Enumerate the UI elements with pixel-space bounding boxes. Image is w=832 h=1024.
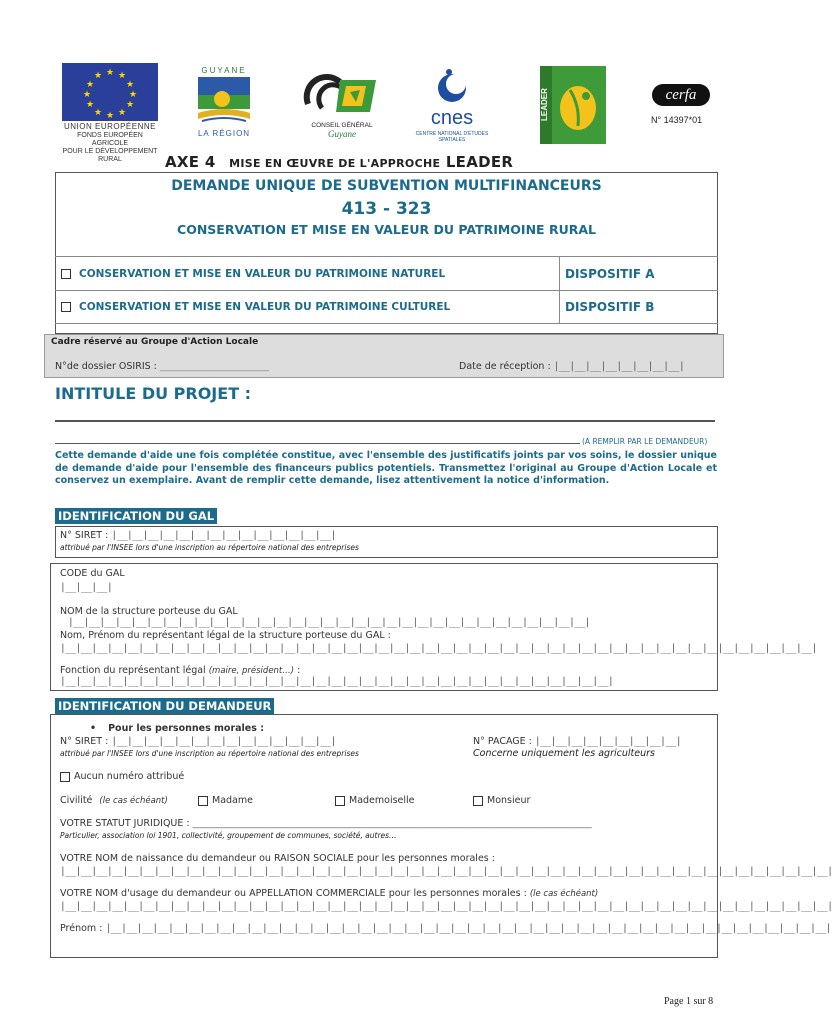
usage-bars[interactable]: |__|__|__|__|__|__|__|__|__|__|__|__|__|__|__|__|__|__|__|__|__|__|__|__|__|__|__|__|__|__|__|__|__|__|__|__|__|__|__|__|__|__|__|__|__|__|__|__|__| [60, 901, 832, 912]
dispositif-a-label: CONSERVATION ET MISE EN VALEUR DU PATRIMOINE NATUREL [79, 267, 446, 280]
gal-fonction-hint: (maire, président…) [208, 666, 295, 676]
conseil-general-logo [300, 74, 384, 142]
guyane-logo-caption: LA RÉGION [197, 129, 251, 138]
gal-code-label: CODE du GAL [60, 568, 125, 579]
reception-date-field[interactable] [459, 361, 684, 372]
leader-logo [540, 66, 606, 144]
aucun-numero-option[interactable] [60, 771, 184, 782]
cerfa-logo-text: cerfa [652, 84, 710, 106]
prenom-bars: |__|__|__|__|__|__|__|__|__|__|__|__|__|__|__|__|__|__|__|__|__|__|__|__|__|__|__|__|__|__|__|__|__|__|__|__|__|__|__|__|__|__|__|__|__|__| [105, 923, 831, 934]
dem-nom-bars[interactable]: |__|__|__|__|__|__|__|__|__|__|__|__|__|__|__|__|__|__|__|__|__|__|__|__|__|__|__|__|__|__|__|__|__|__|__|__|__|__|__|__|__|__|__|__|__|__|__|__|__| [60, 866, 832, 877]
gal-reserved-title: Cadre réservé au Groupe d'Action Locale [51, 337, 259, 347]
statut-note: Particulier, association loi 1901, collectivité, groupement de communes, société, autres… [60, 831, 397, 840]
eu-flag-icon: ★ ★ ★ ★ ★ ★ ★ ★ ★ ★ ★ ★ [62, 63, 158, 121]
guyane-region-logo [192, 66, 256, 144]
statut-field[interactable] [60, 818, 715, 829]
monsieur-checkbox[interactable] [473, 796, 483, 806]
monsieur-option[interactable] [473, 795, 530, 806]
eu-logo [62, 63, 158, 163]
dispositif-row [55, 290, 718, 324]
osiris-blank: _______________________ [159, 361, 270, 372]
gal-fonction-label: Fonction du représentant légal [60, 665, 206, 676]
cg-logo-text: CONSEIL GÉNÉRAL [311, 122, 373, 129]
madame-option[interactable] [198, 795, 253, 806]
usage-label: VOTRE NOM d'usage du demandeur ou APPELLATION COMMERCIALE pour les personnes morales : [60, 888, 530, 899]
gal-fonction-colon: : [294, 665, 301, 676]
gal-code-bars[interactable]: |__|__|__| [60, 582, 113, 593]
osiris-field[interactable] [55, 361, 269, 372]
cnes-emblem-icon [432, 68, 472, 104]
pacage-field[interactable] [473, 736, 681, 747]
cnes-logo-text: cnes [430, 107, 474, 129]
gal-representant-label: Nom, Prénom du représentant légal de la structure porteuse du GAL : [60, 630, 391, 641]
cnes-logo [402, 68, 502, 146]
dispositif-b-checkbox[interactable] [61, 302, 71, 312]
form-title: DEMANDE UNIQUE DE SUBVENTION MULTIFINANCEURS [171, 178, 602, 194]
civilite-label-group [60, 795, 168, 806]
dispositif-b-label: CONSERVATION ET MISE EN VALEUR DU PATRIMOINE CULTUREL [79, 301, 451, 313]
page-number: Page 1 sur 8 [664, 996, 714, 1007]
personnes-morales-heading [90, 723, 264, 734]
civilite-hint: (le cas échéant) [99, 796, 168, 806]
cerfa-number: N° 14397*01 [651, 115, 703, 125]
madame-checkbox[interactable] [198, 796, 208, 806]
dispositif-a-checkbox[interactable] [61, 269, 71, 279]
gal-siret-label: N° SIRET : [60, 530, 112, 541]
cerfa-logo [652, 84, 710, 106]
osiris-label: N°de dossier OSIRIS : [55, 361, 160, 372]
pacage-note: Concerne uniquement les agriculteurs [473, 748, 655, 759]
bullet-icon: • [90, 723, 97, 734]
mademoiselle-label: Mademoiselle [349, 795, 415, 806]
eu-caption-sub: FONDS EUROPÉEN AGRICOLE [77, 132, 143, 147]
dispositif-a-code: DISPOSITIF A [565, 266, 655, 281]
dem-siret-label: N° SIRET : [60, 736, 112, 747]
mademoiselle-checkbox[interactable] [335, 796, 345, 806]
gal-fonction-field[interactable] [60, 665, 770, 687]
aucun-numero-label: Aucun numéro attribué [74, 771, 185, 782]
axe-heading [165, 153, 513, 171]
remplir-note: (A REMPLIR PAR LE DEMANDEUR) [582, 437, 708, 446]
axe-label: MISE EN ŒUVRE DE L'APPROCHE [229, 157, 441, 170]
dem-siret-note: attribué par l'INSEE lors d'une inscription au répertoire national des entreprises [60, 749, 359, 758]
mademoiselle-option[interactable] [335, 795, 415, 806]
usage-label-group [60, 888, 598, 899]
gal-nom-bars: |__|__|__|__|__|__|__|__|__|__|__|__|__|__|__|__|__|__|__|__|__|__|__|__|__|__|__|__|__|__|__|__|__| [68, 617, 590, 628]
gal-representant-bars[interactable]: |__|__|__|__|__|__|__|__|__|__|__|__|__|__|__|__|__|__|__|__|__|__|__|__|__|__|__|__|__|__|__|__|__|__|__|__|__|__|__|__|__|__|__|__|__|__|__|__| [60, 643, 817, 654]
dem-siret-bars: |__|__|__|__|__|__|__|__|__|__|__|__|__|__| [111, 736, 336, 747]
prenom-label: Prénom : [60, 923, 106, 934]
civilite-label: Civilité [60, 795, 93, 806]
intitule-input-line[interactable] [55, 420, 715, 422]
dem-siret-field[interactable] [60, 736, 336, 747]
personnes-morales-label: Pour les personnes morales : [108, 723, 265, 734]
reception-label: Date de réception : [459, 361, 554, 372]
gal-section-header: IDENTIFICATION DU GAL [55, 508, 217, 524]
gal-siret-note: attribué par l'INSEE lors d'une inscription au répertoire national des entreprises [60, 543, 359, 552]
dispositif-b-code: DISPOSITIF B [565, 300, 655, 314]
dispositif-row [55, 256, 718, 290]
eu-caption-sub2: POUR LE DÉVELOPPEMENT RURAL [62, 148, 158, 163]
statut-label: VOTRE STATUT JURIDIQUE : [60, 818, 193, 829]
gal-siret-field[interactable] [60, 530, 336, 541]
madame-label: Madame [212, 795, 253, 806]
usage-hint: (le cas échéant) [529, 889, 599, 899]
demandeur-section-header: IDENTIFICATION DU DEMANDEUR [55, 698, 274, 714]
pacage-bars: |__|__|__|__|__|__|__|__|__| [534, 736, 682, 747]
gal-nom-field[interactable] [60, 606, 770, 628]
intitule-heading: INTITULE DU PROJET : [55, 384, 252, 403]
statut-line: ____________________________________________________________________________________ [192, 818, 592, 829]
cg-logo-sub: Guyane [328, 129, 356, 139]
reception-bars: |__|__|__|__|__|__|__|__| [553, 361, 685, 372]
monsieur-label: Monsieur [487, 795, 531, 806]
aucun-numero-checkbox[interactable] [60, 772, 70, 782]
form-subtitle: CONSERVATION ET MISE EN VALEUR DU PATRIMOINE RURAL [177, 222, 596, 237]
axe-number: AXE 4 [165, 153, 216, 171]
dem-nom-label: VOTRE NOM de naissance du demandeur ou RAISON SOCIALE pour les personnes morales : [60, 853, 495, 864]
guyane-emblem-icon [192, 75, 256, 125]
conseil-general-emblem-icon [300, 74, 384, 118]
guyane-logo-text: GUYANE [201, 66, 247, 75]
prenom-field[interactable] [60, 923, 831, 934]
gal-fonction-bars: |__|__|__|__|__|__|__|__|__|__|__|__|__|__|__|__|__|__|__|__|__|__|__|__|__|__|__|__|__|__|__|__|__|__|__| [60, 676, 614, 687]
axe-leader: LEADER [445, 153, 514, 171]
cnes-logo-sub: CENTRE NATIONAL D'ÉTUDES SPATIALES [415, 131, 489, 143]
pacage-label: N° PACAGE : [473, 736, 535, 747]
notice-text: Cette demande d'aide une fois complétée constitue, avec l'ensemble des justificatifs joints par vos soins, le dossier unique de demande d'aide pour l'ensemble des financeurs publics potentiels. Transmettez l'original au Groupe d'Action Locale et conservez un exemplaire. Avant de remplir cette demande, lisez attentivement la notice d'information. [55, 450, 717, 486]
leader-logo-text: LEADER [540, 88, 549, 122]
measure-code: 413 - 323 [341, 199, 432, 219]
intitule-input-line-2[interactable] [55, 443, 580, 444]
eu-caption: UNION EUROPÉENNE [63, 122, 156, 131]
dispositif-table [55, 256, 718, 324]
gal-siret-bars: |__|__|__|__|__|__|__|__|__|__|__|__|__|__| [111, 530, 336, 541]
gal-nom-label: NOM de la structure porteuse du GAL [60, 606, 238, 617]
